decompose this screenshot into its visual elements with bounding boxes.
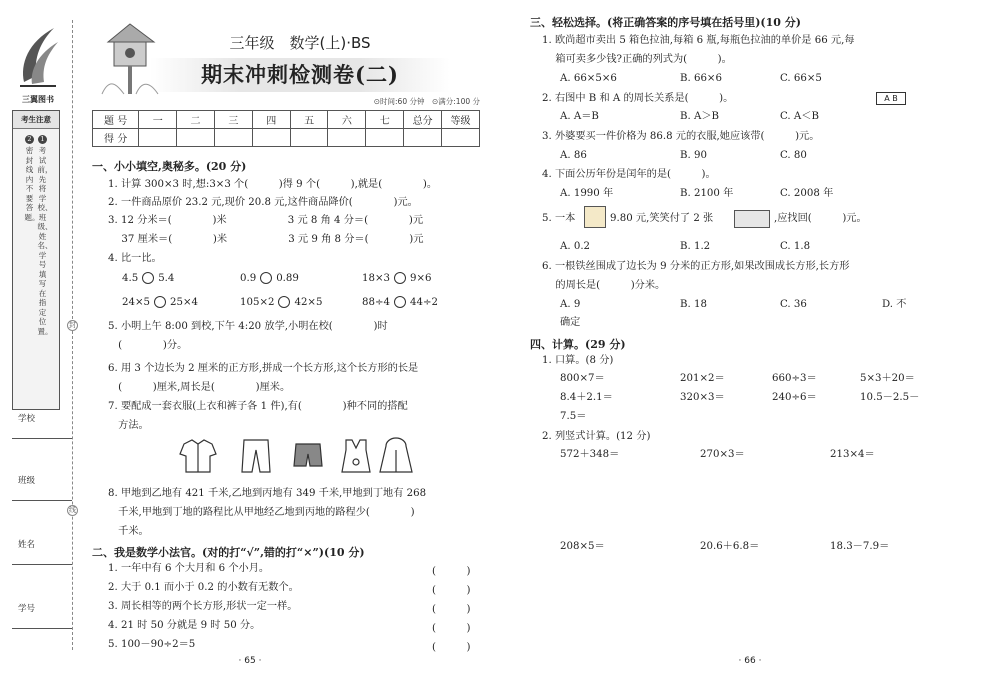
choice-question-6b: 的周长是( )分米。 [542,280,666,291]
choice-question-4: 4. 下面公历年份是闰年的是( )。 [542,169,716,180]
oral-calc-item-tail: 7.5＝ [560,411,587,422]
choice-question-2: 2. 右图中 B 和 A 的周长关系是( )。 [542,93,734,104]
clothes-illustration [178,436,418,476]
choice-option[interactable]: A. 66×5×6 [560,73,617,84]
oral-calc-item: 8.4＋2.1＝ [560,392,613,403]
question-1-8a: 8. 甲地到乙地有 421 千米,乙地到丙地有 349 千米,甲地到丁地有 268 [108,488,427,499]
compare-item: 88÷4 44÷2 [362,297,438,308]
compare-item: 18×3 9×6 [362,273,432,284]
vertical-calc-title: 2. 列竖式计算。(12 分) [542,431,651,442]
compare-circle[interactable] [154,296,166,308]
choice-option[interactable]: A. 9 [560,299,581,310]
section-1-title: 一、小小填空,奥秘多。(20 分) [92,160,247,173]
score-cell[interactable] [328,129,366,147]
school-label: 学校 [18,414,36,424]
choice-question-1a: 1. 欧尚超市卖出 5 箱色拉油,每箱 6 瓶,每瓶色拉油的单价是 66 元,每 [542,35,855,46]
choice-option[interactable]: C. 2008 年 [780,188,834,199]
section-3-title: 三、轻松选择。(将正确答案的序号填在括号里)(10 分) [530,16,801,29]
shorts-icon [294,444,322,466]
section-4-title: 四、计算。(29 分) [530,338,626,351]
score-header-cell: 总分 [404,111,442,129]
class-field[interactable] [12,500,72,501]
question-1-5a: 5. 小明上午 8:00 到校,下午 4:20 放学,小明在校( )时 [108,321,388,332]
oral-calc-item: 5×3＋20＝ [860,373,915,384]
oral-calc-title: 1. 口算。(8 分) [542,355,614,366]
judge-answer-1[interactable]: ( ) [432,566,471,577]
binding-strip [6,20,70,640]
oral-calc-item: 660÷3＝ [772,373,817,384]
choice-question-1b: 箱可卖多少钱?正确的列式为( )。 [542,54,732,65]
exam-notice [12,110,60,410]
compare-item: 0.9 0.89 [240,273,299,284]
notice-title: 考生注意 [13,111,59,129]
score-table [92,110,480,147]
question-1-3b: 37 厘米＝( )米 3 元 9 角 8 分＝( )元 [108,234,424,245]
question-1-7b: 方法。 [108,420,149,431]
choice-option[interactable]: B. A＞B [680,111,719,122]
score-header-cell: 七 [366,111,404,129]
school-field[interactable] [12,438,72,439]
oral-calc-item: 201×2＝ [680,373,725,384]
name-label: 姓名 [18,540,36,550]
oral-calc-item: 800×7＝ [560,373,605,384]
seal-mark-xian: 线 [69,506,76,514]
judge-item-4: 4. 21 时 50 分就是 9 时 50 分。 [108,620,261,631]
score-header-cell: 三 [214,111,252,129]
score-header-cell: 六 [328,111,366,129]
question-1-6a: 6. 用 3 个边长为 2 厘米的正方形,拼成一个长方形,这个长方形的长是 [108,363,419,374]
choice-option[interactable]: B. 1.2 [680,241,711,252]
page-number: · 65 · [238,656,262,666]
publisher-logo-icon [14,24,62,94]
score-row-label: 得 分 [93,129,139,147]
exam-grade-subject: 三年级 数学(上)·BS [229,34,371,52]
exam-title: 期末冲刺检测卷(二) [150,58,450,92]
score-table-score-row [93,129,480,147]
vertical-calc-item: 572＋348＝ [560,449,620,460]
judge-item-3: 3. 周长相等的两个长方形,形状一定一样。 [108,601,298,612]
score-cell[interactable] [366,129,404,147]
compare-item: 105×2 42×5 [240,297,323,308]
oral-calc-item: 240÷6＝ [772,392,817,403]
score-header-cell: 等级 [442,111,480,129]
judge-answer-5[interactable]: ( ) [432,642,471,653]
question-1-8c: 千米。 [108,526,149,537]
choice-question-5c: ,应找回( )元。 [774,213,867,224]
section-2-title: 二、我是数学小法官。(对的打“√”,错的打“×”)(10 分) [92,546,365,559]
compare-circle[interactable] [278,296,290,308]
judge-answer-4[interactable]: ( ) [432,623,471,634]
choice-option[interactable]: C. 66×5 [780,73,822,84]
score-cell[interactable] [442,129,480,147]
choice-option[interactable]: B. 18 [680,299,707,310]
question-1-7a: 7. 要配成一套衣服(上衣和裤子各 1 件),有( )种不同的搭配 [108,401,408,412]
judge-answer-2[interactable]: ( ) [432,585,471,596]
question-1-2: 2. 一件商品原价 23.2 元,现价 20.8 元,这件商品降价( )元。 [108,197,418,208]
vertical-calc-item: 270×3＝ [700,449,745,460]
judge-item-5: 5. 100－90÷2＝5 [108,639,196,650]
compare-circle[interactable] [142,272,154,284]
judge-item-1: 1. 一年中有 6 个大月和 6 个小月。 [108,563,270,574]
vertical-calc-item: 208×5＝ [560,541,605,552]
judge-item-2: 2. 大于 0.1 而小于 0.2 的小数有无数个。 [108,582,299,593]
choice-option[interactable]: A. 1990 年 [560,188,614,199]
choice-question-6a: 6. 一根铁丝围成了边长为 9 分米的正方形,如果改围成长方形,长方形 [542,261,850,272]
choice-option[interactable]: D. 不 [882,299,907,310]
ab-shape-figure: A B [876,92,906,105]
score-cell[interactable] [177,129,215,147]
student-id-label: 学号 [18,604,36,614]
score-header-cell: 四 [252,111,290,129]
choice-option[interactable]: A. A＝B [560,111,599,122]
score-header-cell: 二 [177,111,215,129]
publisher-name: 三翼图书 [22,95,54,104]
choice-question-3: 3. 外婆要买一件价格为 86.8 元的衣服,她应该带( )元。 [542,131,820,142]
choice-option[interactable]: B. 90 [680,150,707,161]
compare-item: 4.5 5.4 [122,273,175,284]
notice-item-2: 2 密封线内不要答题。 [24,135,40,222]
score-cell[interactable] [290,129,328,147]
vertical-calc-item: 20.6＋6.8＝ [700,541,760,552]
page-number: · 66 · [738,656,762,666]
shirt-icon [180,440,216,472]
choice-option-continuation: 确定 [560,317,581,328]
banknote-icon [734,210,770,228]
choice-option[interactable]: C. 36 [780,299,807,310]
choice-option[interactable]: C. 1.8 [780,241,811,252]
student-id-field[interactable] [12,628,72,629]
vertical-calc-item: 18.3－7.9＝ [830,541,890,552]
page-right [500,0,1000,682]
vertical-calc-item: 213×4＝ [830,449,875,460]
score-cell[interactable] [139,129,177,147]
choice-option[interactable]: A. 0.2 [560,241,591,252]
choice-question-5a: 5. 一本 [542,213,576,224]
choice-option[interactable]: C. A＜B [780,111,819,122]
judge-answer-3[interactable]: ( ) [432,604,471,615]
score-cell[interactable] [214,129,252,147]
score-header-cell: 五 [290,111,328,129]
question-1-3a: 3. 12 分米＝( )米 3 元 8 角 4 分＝( )元 [108,215,424,226]
choice-question-5b: 9.80 元,笑笑付了 2 张 [610,213,714,224]
class-label: 班级 [18,476,36,486]
question-1-8b: 千米,甲地到丁地的路程比从甲地经乙地到丙地的路程少( ) [108,507,415,518]
trousers-icon [242,440,270,472]
notice-item-1: 1 考试前，先将学校、班级、姓名、学号填写在指定位置。 [37,135,53,336]
exam-meta: ⊙时间:60 分钟 ⊙满分:100 分 [373,97,480,106]
compare-circle[interactable] [394,272,406,284]
score-table-header-row [93,111,480,129]
question-1-1: 1. 计算 300×3 时,想:3×3 个( )得 9 个( ),就是( )。 [108,179,438,190]
book-icon [584,206,606,228]
seal-mark-feng: 封 [69,321,76,329]
score-header-cell: 一 [139,111,177,129]
compare-circle[interactable] [394,296,406,308]
vest-icon [342,440,370,472]
question-1-6b: ( )厘米,周长是( )厘米。 [108,382,291,393]
score-cell[interactable] [252,129,290,147]
compare-circle[interactable] [260,272,272,284]
oral-calc-item: 10.5－2.5－ [860,392,920,403]
name-field[interactable] [12,564,72,565]
oral-calc-item: 320×3＝ [680,392,725,403]
choice-option[interactable]: B. 2100 年 [680,188,734,199]
score-cell[interactable] [404,129,442,147]
choice-option[interactable]: C. 80 [780,150,807,161]
score-header-cell: 题 号 [93,111,139,129]
coat-icon [380,438,412,472]
choice-option[interactable]: B. 66×6 [680,73,722,84]
question-1-5b: ( )分。 [108,340,188,351]
choice-option[interactable]: A. 86 [560,150,587,161]
question-1-4: 4. 比一比。 [108,253,162,264]
compare-item: 24×5 25×4 [122,297,198,308]
seal-line [72,20,73,650]
